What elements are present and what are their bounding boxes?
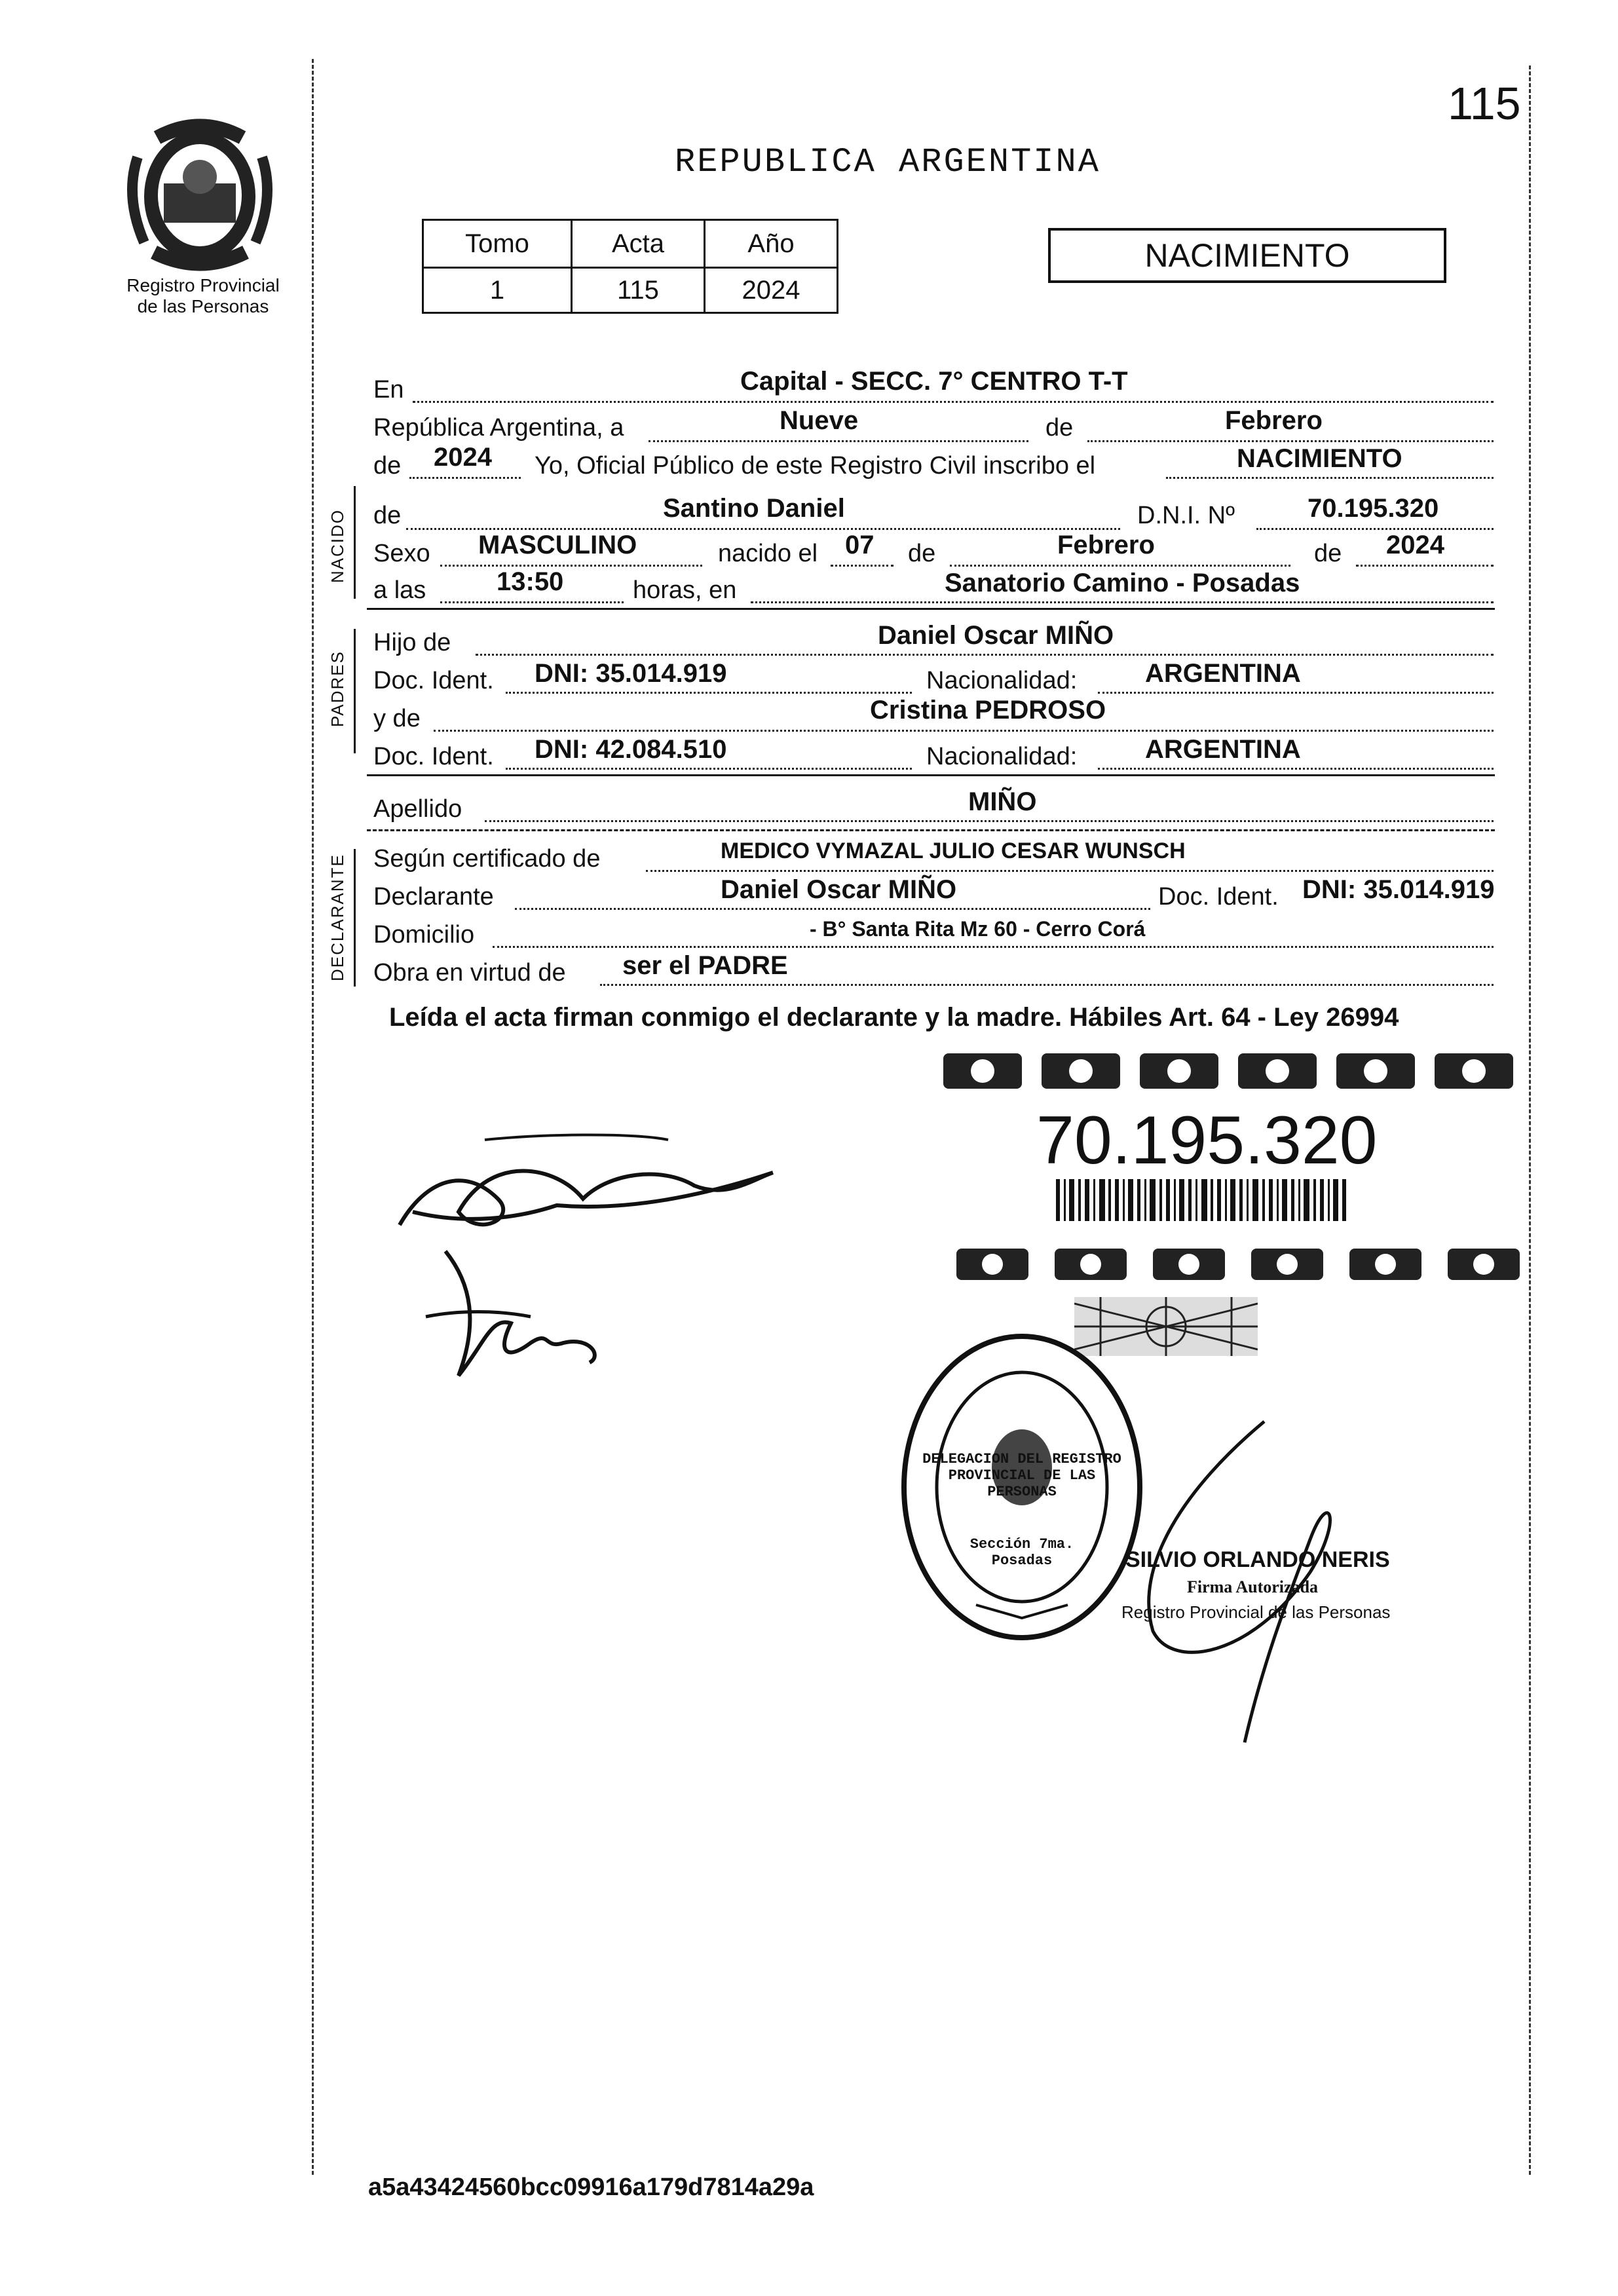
apellido-value: MIÑO [968,787,1037,816]
dots [1098,692,1494,694]
label-doc-declarante: Doc. Ident. [1158,883,1279,911]
label-en: En [373,376,404,404]
dots [434,730,1494,732]
dots [831,565,894,567]
inscribo-value: NACIMIENTO [1237,444,1402,473]
declarante-value: Daniel Oscar MIÑO [721,875,957,904]
seal-inner-text: Sección 7ma. Posadas [969,1536,1074,1569]
birth-year: 2024 [1386,531,1444,559]
dots [485,820,1494,822]
mother-nationality: ARGENTINA [1145,735,1301,764]
value-acta: 115 [572,268,705,313]
label-sexo: Sexo [373,540,430,567]
barcode-icon [1056,1179,1351,1221]
mother-name: Cristina PEDROSO [870,696,1106,725]
month-value: Febrero [1225,406,1323,435]
record-type-box: NACIMIENTO [1048,228,1446,283]
mother-doc: DNI: 42.084.510 [535,735,727,764]
dots [1356,565,1494,567]
security-band-bottom [956,1245,1533,1287]
security-r-pattern-icon [943,1048,1533,1094]
label-nacido-el: nacido el [718,540,818,567]
declarante-label: DECLARANTE [328,854,347,981]
child-dni: 70.195.320 [1308,494,1439,523]
official-office: Registro Provincial de las Personas [1121,1602,1391,1622]
separator [367,608,1495,610]
logo-caption-line1: Registro Provincial [126,275,280,295]
father-nationality: ARGENTINA [1145,659,1301,688]
label-y-de: y de [373,705,421,732]
document-hash: a5a43424560bcc09916a179d7814a29a [368,2174,814,2201]
dots [646,870,1494,872]
header-tomo: Tomo [423,220,572,268]
father-doc: DNI: 35.014.919 [535,659,727,688]
country-title: REPUBLICA ARGENTINA [675,143,1101,181]
dots [1087,440,1494,442]
label-doc-father: Doc. Ident. [373,667,494,694]
dots [1166,477,1494,479]
security-band-top [943,1048,1533,1097]
dots [515,908,1150,910]
dots [751,601,1494,603]
barcode [1056,1179,1351,1224]
birth-day: 07 [845,531,875,559]
right-margin-line [1529,66,1531,2175]
label-nac-father: Nacionalidad: [926,667,1078,694]
dots [1098,768,1494,770]
label-declarante: Declarante [373,883,494,911]
birth-month: Febrero [1057,531,1155,559]
dots [476,654,1494,656]
label-de-year: de [373,452,402,480]
label-obra: Obra en virtud de [373,959,566,987]
birth-place: Sanatorio Camino - Posadas [945,569,1300,597]
official-title: Firma Autorizada [1187,1577,1319,1596]
declarante-bracket [354,849,356,987]
padres-label: PADRES [328,650,347,727]
nacido-bracket [354,486,356,599]
label-dni: D.N.I. Nº [1137,502,1235,529]
left-margin-line [312,59,314,2175]
label-doc-mother: Doc. Ident. [373,743,494,770]
label-certificado: Según certificado de [373,845,601,873]
father-name: Daniel Oscar MIÑO [878,621,1114,650]
label-apellido: Apellido [373,795,462,823]
separator [367,774,1495,776]
place-value: Capital - SECC. 7° CENTRO T-T [740,367,1128,396]
separator [367,829,1495,831]
child-name: Santino Daniel [663,494,845,523]
dots [506,768,912,770]
child-id-number: 70.195.320 [1036,1102,1378,1178]
dots [950,565,1290,567]
inscribo-text: Yo, Oficial Público de este Registro Civil inscribo el [535,452,1096,480]
closing-text: Leída el acta firman conmigo el declarante y la madre. Hábiles Art. 64 - Ley 26994 [389,1003,1399,1032]
logo-caption [105,275,301,317]
value-tomo: 1 [423,268,572,313]
sexo-value: MASCULINO [478,531,637,559]
label-domicilio: Domicilio [373,921,475,949]
day-value: Nueve [780,406,859,435]
label-nac-mother: Nacionalidad: [926,743,1078,770]
birth-time: 13:50 [497,567,564,596]
page-number: 115 [1448,78,1521,129]
label-a-las: a las [373,576,426,604]
dots [406,528,1120,530]
header-acta: Acta [572,220,705,268]
certificate-value: MEDICO VYMAZAL JULIO CESAR WUNSCH [721,838,1186,863]
label-de-name: de [373,502,402,529]
dots [600,984,1494,986]
label-horas: horas, en [633,576,737,604]
year-value: 2024 [434,443,492,472]
province-emblem-icon [118,118,282,275]
label-de-year2: de [1314,540,1342,567]
label-republica: República Argentina, a [373,414,624,442]
value-ano: 2024 [705,268,838,313]
header-ano: Año [705,220,838,268]
dots [409,477,521,479]
official-name: SILVIO ORLANDO NERIS [1125,1547,1390,1572]
declarant-signature [386,1127,793,1261]
dots [649,440,1028,442]
dots [493,946,1494,948]
logo-caption-line2: de las Personas [137,296,269,316]
dots [440,601,624,603]
label-de: de [1045,414,1074,442]
domicilio-value: - B° Santa Rita Mz 60 - Cerro Corá [810,917,1146,941]
register-table [422,219,838,314]
declarante-doc: DNI: 35.014.919 [1302,875,1495,904]
province-logo [118,118,282,278]
obra-value: ser el PADRE [622,951,788,980]
dots [440,565,702,567]
dots [1256,528,1494,530]
dots [506,692,912,694]
nacido-label: NACIDO [328,508,347,583]
dots [413,401,1494,403]
security-r-pattern-icon [956,1245,1533,1284]
label-hijo-de: Hijo de [373,629,451,656]
label-de-month: de [908,540,936,567]
padres-bracket [354,629,356,753]
mother-signature [419,1245,616,1399]
seal-outer-text: DELEGACION DEL REGISTRO PROVINCIAL DE LAS PERSONAS [922,1451,1121,1500]
